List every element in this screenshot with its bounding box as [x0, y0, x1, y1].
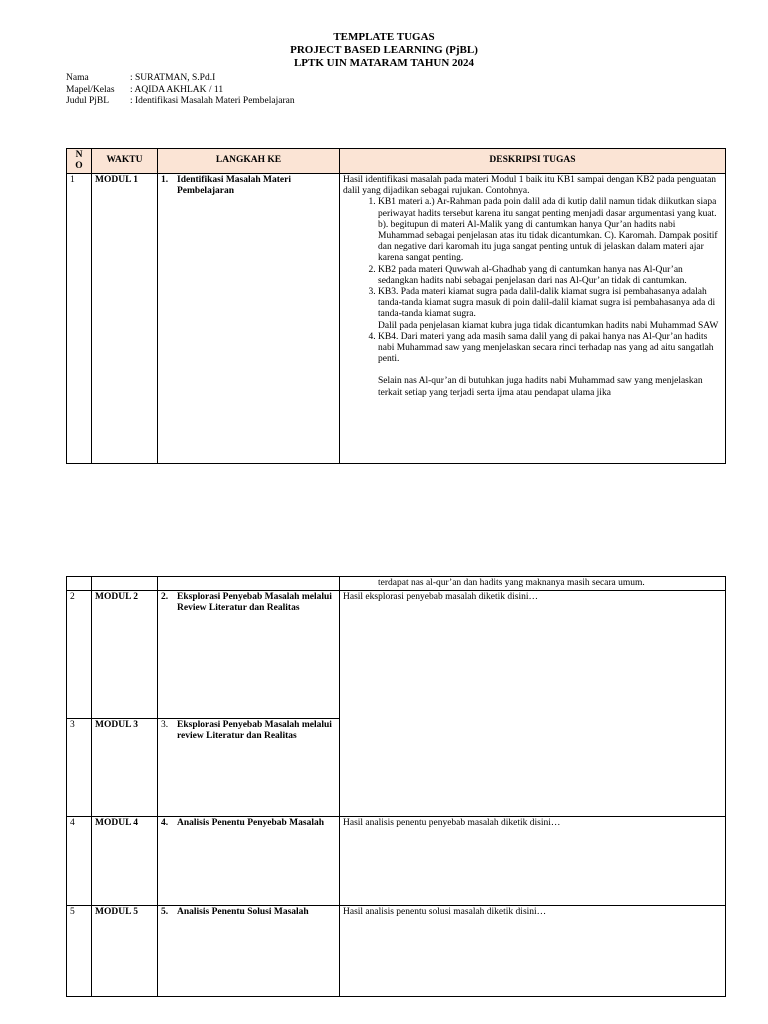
row4-no: 4 [67, 817, 92, 906]
row4-waktu: MODUL 4 [92, 817, 158, 906]
row4-deskripsi: Hasil analisis penentu penyebab masalah diketik disini… [340, 817, 726, 906]
row2-no: 2 [67, 591, 92, 719]
table-row [67, 591, 726, 719]
header-no: N O [67, 149, 92, 174]
table-row [67, 906, 726, 997]
list-item: 1. KB1 materi a.) Ar-Rahman pada poin dalil ada di kutip dalil namun tidak diikutkan siapa periwayat hadits tersebut karena itu sangat penting menjadi dasar argumentasi yang kuat. b). begitupun di materi Al-Malik yang di cantumkan hanya Qur’an hadits nabi Muhammad sebagai penjelasan atas itu tidak dicantumkan. C). Karomah. Dampak positif dan negative dari karomah itu juga sangat penting untuk di jelaskan dalam materi ajar karena sangat penting. [378, 197, 722, 264]
header-deskripsi: DESKRIPSI TUGAS [340, 149, 726, 174]
meta-mapel-value: : AQIDA AKHLAK / 11 [130, 84, 224, 95]
meta-nama-value: : SURATMAN, S.Pd.I [130, 73, 216, 83]
row2-langkah: 2. Eksplorasi Penyebab Masalah melalui Review Literatur dan Realitas [158, 591, 340, 719]
task-table-page2 [66, 576, 726, 997]
row1-no: 1 [67, 174, 92, 464]
row1-closing: Selain nas Al-qur’an di butuhkan juga hadits nabi Muhammad saw yang menjelaskan terkait setiap yang terjadi serta ijma atau pendapat ulama jika [378, 376, 703, 398]
list-item: 3. KB3. Pada materi kiamat sugra pada dalil-dalik kiamat sugra isi pembahasanya adalah tanda-tanda kiamat sugra masuk di poin dalil-dalil kiamat sugra isi pembahasanya ada di tanda-tanda kiamat sugra. Dalil pada penjelasan kiamat kubra juga tidak dicantumkan hadits nabi Muhammad SAW [378, 287, 722, 332]
row1-continuation: terdapat nas al-qur’an dan hadits yang maknanya masih secara umum. [340, 577, 726, 591]
list-item: 4. KB4. Dari materi yang ada masih sama dalil yang di pakai hanya nas Al-Qur’an hadits nabi Muhammad saw yang menjelaskan secara rinci terhadap nas yang ad aitu sangatlah penti. [378, 332, 722, 366]
task-table-page1 [66, 148, 726, 464]
header-langkah: LANGKAH KE [158, 149, 340, 174]
row5-waktu: MODUL 5 [92, 906, 158, 997]
list-item: 2. KB2 pada materi Quwwah al-Ghadhab yang di cantumkan hanya nas Al-Qur’an sedangkan hadits nabi sebagai penjelasan dari nas Al-Qur’an tidak di cantumkan. [378, 265, 722, 287]
meta-judul-label: Judul PjBL [66, 96, 110, 106]
row2-waktu: MODUL 2 [92, 591, 158, 719]
table-row [67, 817, 726, 906]
table-row [67, 174, 726, 464]
row5-langkah: 5. Analisis Penentu Solusi Masalah [158, 906, 340, 997]
row1-list [343, 197, 722, 365]
meta-nama-label: Nama [66, 73, 89, 83]
doc-institution: LPTK UIN MATARAM TAHUN 2024 [293, 57, 475, 69]
row1-waktu: MODUL 1 [92, 174, 158, 464]
doc-subtitle: PROJECT BASED LEARNING (PjBL) [290, 44, 478, 56]
header-waktu: WAKTU [92, 149, 158, 174]
row1-deskripsi [340, 174, 726, 464]
row3-langkah: 3. Eksplorasi Penyebab Masalah melalui review Literatur dan Realitas [158, 719, 340, 817]
meta-mapel-label: Mapel/Kelas [66, 84, 115, 95]
row4-langkah: 4. Analisis Penentu Penyebab Masalah [158, 817, 340, 906]
meta-block [66, 73, 295, 108]
row3-waktu: MODUL 3 [92, 719, 158, 817]
row5-no: 5 [67, 906, 92, 997]
row5-deskripsi: Hasil analisis penentu solusi masalah diketik disini… [340, 906, 726, 997]
row3-no: 3 [67, 719, 92, 817]
row1-intro: Hasil identifikasi masalah pada materi Modul 1 baik itu KB1 sampai dengan KB2 pada penguatan dalil yang dijadikan sebagai rujukan. Contohnya. [343, 175, 717, 197]
doc-title: TEMPLATE TUGAS [333, 31, 435, 43]
row1-langkah: 1. Identifikasi Masalah Materi Pembelajaran [158, 174, 340, 464]
meta-judul-value: : Identifikasi Masalah Materi Pembelajaran [130, 96, 295, 106]
row2-deskripsi: Hasil eksplorasi penyebab masalah diketik disini… [340, 591, 726, 817]
